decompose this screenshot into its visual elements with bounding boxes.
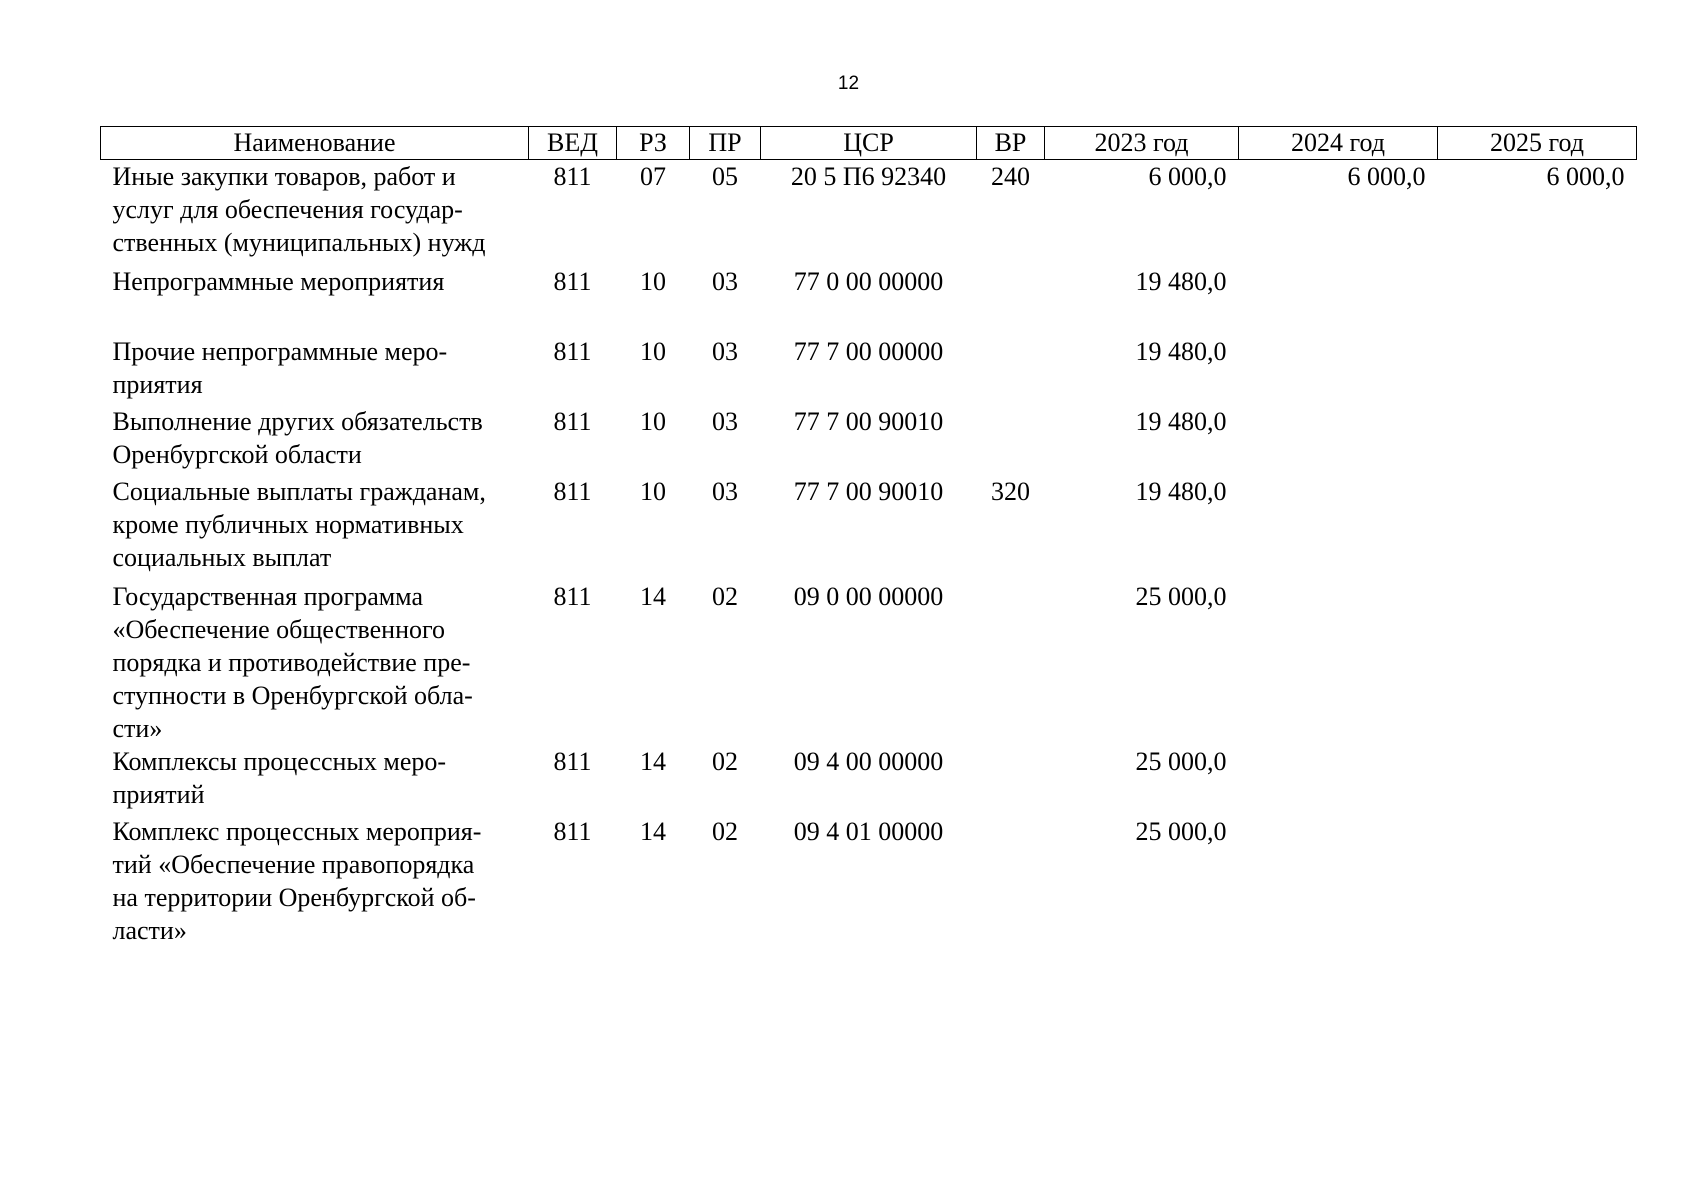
column-header-ved: ВЕД	[529, 127, 617, 160]
cell-ved: 811	[553, 816, 592, 846]
cell-2025	[1438, 475, 1637, 580]
cell-csr: 77 7 00 90010	[793, 406, 944, 436]
table-row	[101, 265, 1637, 335]
table-row	[101, 580, 1637, 745]
cell-2024	[1239, 265, 1438, 335]
cell-2024	[1239, 815, 1438, 947]
cell-name-line: на территории Оренбургской об-	[112, 882, 476, 912]
cell-name-line: Иные закупки товаров, работ и	[112, 162, 456, 191]
cell-2023: 19 480,0	[1135, 266, 1227, 296]
cell-name-line: Комплексы процессных меро-	[112, 746, 447, 776]
cell-pr: 05	[712, 162, 738, 191]
cell-pr: 02	[712, 746, 738, 776]
cell-name-line: сти»	[112, 713, 163, 743]
cell-2025	[1438, 815, 1637, 947]
column-header-name: Наименование	[101, 127, 529, 160]
cell-2025	[1438, 580, 1637, 745]
cell-name	[101, 745, 529, 815]
cell-pr: 02	[712, 581, 738, 611]
budget-table	[100, 126, 1637, 947]
column-header-vr: ВР	[977, 127, 1045, 160]
cell-name-line: социальных выплат	[112, 542, 332, 572]
table-row	[101, 815, 1637, 947]
cell-ved: 811	[553, 406, 592, 436]
cell-2025	[1438, 335, 1637, 405]
cell-name-line: приятия	[112, 369, 203, 399]
table-body	[101, 160, 1637, 947]
cell-name	[101, 265, 529, 335]
cell-2023: 25 000,0	[1135, 746, 1227, 776]
cell-ved: 811	[553, 746, 592, 776]
cell-2023: 19 480,0	[1135, 476, 1227, 506]
cell-name-line: порядка и противодействие пре-	[112, 647, 471, 677]
cell-name-line: кроме публичных нормативных	[112, 509, 464, 539]
cell-vr	[977, 745, 1045, 815]
column-header-csr: ЦСР	[761, 127, 977, 160]
cell-vr: 320	[991, 476, 1030, 506]
cell-csr: 77 0 00 00000	[793, 266, 944, 296]
table-row	[101, 335, 1637, 405]
cell-2024	[1239, 475, 1438, 580]
cell-name-line: Оренбургской области	[112, 439, 362, 469]
cell-name	[101, 405, 529, 475]
cell-name-line: Государственная программа	[112, 581, 424, 611]
cell-pr: 03	[712, 476, 738, 506]
cell-rz: 07	[640, 162, 666, 191]
cell-vr: 240	[991, 162, 1030, 191]
cell-name-line: Выполнение других обязательств	[112, 406, 483, 436]
cell-csr: 77 7 00 00000	[793, 336, 944, 366]
cell-name	[101, 475, 529, 580]
cell-rz: 10	[640, 476, 666, 506]
cell-ved: 811	[553, 476, 592, 506]
cell-rz: 14	[640, 816, 666, 846]
cell-name-line: «Обеспечение общественного	[112, 614, 446, 644]
cell-vr	[977, 335, 1045, 405]
page-number: 12	[837, 73, 860, 94]
cell-2023: 19 480,0	[1135, 406, 1227, 436]
cell-name-line: услуг для обеспечения государ-	[112, 195, 463, 224]
cell-ved: 811	[553, 266, 592, 296]
cell-name-line: Прочие непрограммные меро-	[112, 336, 448, 366]
cell-2025	[1438, 745, 1637, 815]
table-row	[101, 160, 1637, 265]
cell-name-line: приятий	[112, 779, 205, 809]
table-row	[101, 475, 1637, 580]
cell-2023: 25 000,0	[1135, 816, 1227, 846]
cell-vr	[977, 405, 1045, 475]
cell-vr	[977, 580, 1045, 745]
column-header-2023: 2023 год	[1045, 127, 1239, 160]
column-header-2024: 2024 год	[1239, 127, 1438, 160]
cell-2023: 25 000,0	[1135, 581, 1227, 611]
cell-vr	[977, 815, 1045, 947]
cell-2023: 19 480,0	[1135, 336, 1227, 366]
cell-name	[101, 160, 529, 265]
cell-rz: 10	[640, 406, 666, 436]
cell-name-line: Непрограммные мероприятия	[112, 266, 445, 296]
table-row	[101, 405, 1637, 475]
cell-csr: 09 0 00 00000	[793, 581, 944, 611]
cell-2024	[1239, 580, 1438, 745]
cell-pr: 03	[712, 406, 738, 436]
cell-ved: 811	[553, 581, 592, 611]
cell-2023: 6 000,0	[1148, 162, 1227, 191]
cell-name-line: Комплекс процессных мероприя-	[112, 816, 482, 846]
cell-csr: 20 5 П6 92340	[790, 162, 947, 191]
column-header-2025: 2025 год	[1438, 127, 1637, 160]
table-header	[101, 127, 1637, 160]
cell-csr: 09 4 00 00000	[793, 746, 944, 776]
cell-ved: 811	[553, 336, 592, 366]
cell-name-line: ласти»	[112, 915, 187, 945]
cell-pr: 03	[712, 336, 738, 366]
cell-csr: 09 4 01 00000	[793, 816, 944, 846]
cell-2025	[1438, 405, 1637, 475]
column-header-pr: ПР	[690, 127, 761, 160]
cell-rz: 14	[640, 746, 666, 776]
cell-csr: 77 7 00 90010	[793, 476, 944, 506]
cell-2024: 6 000,0	[1347, 162, 1426, 191]
cell-2024	[1239, 335, 1438, 405]
cell-vr	[977, 265, 1045, 335]
cell-2024	[1239, 745, 1438, 815]
cell-name	[101, 335, 529, 405]
cell-rz: 10	[640, 266, 666, 296]
cell-rz: 10	[640, 336, 666, 366]
cell-name	[101, 815, 529, 947]
cell-name-line: ступности в Оренбургской обла-	[112, 680, 473, 710]
cell-2025: 6 000,0	[1546, 162, 1625, 191]
column-header-rz: РЗ	[617, 127, 690, 160]
cell-name-line: ственных (муниципальных) нужд	[112, 228, 486, 257]
header-row	[101, 127, 1637, 160]
cell-pr: 03	[712, 266, 738, 296]
table-row	[101, 745, 1637, 815]
cell-2024	[1239, 405, 1438, 475]
cell-name	[101, 580, 529, 745]
cell-ved: 811	[553, 162, 592, 191]
cell-rz: 14	[640, 581, 666, 611]
cell-name-line: тий «Обеспечение правопорядка	[112, 849, 475, 879]
cell-pr: 02	[712, 816, 738, 846]
cell-2025	[1438, 265, 1637, 335]
cell-name-line: Социальные выплаты гражданам,	[112, 476, 486, 506]
